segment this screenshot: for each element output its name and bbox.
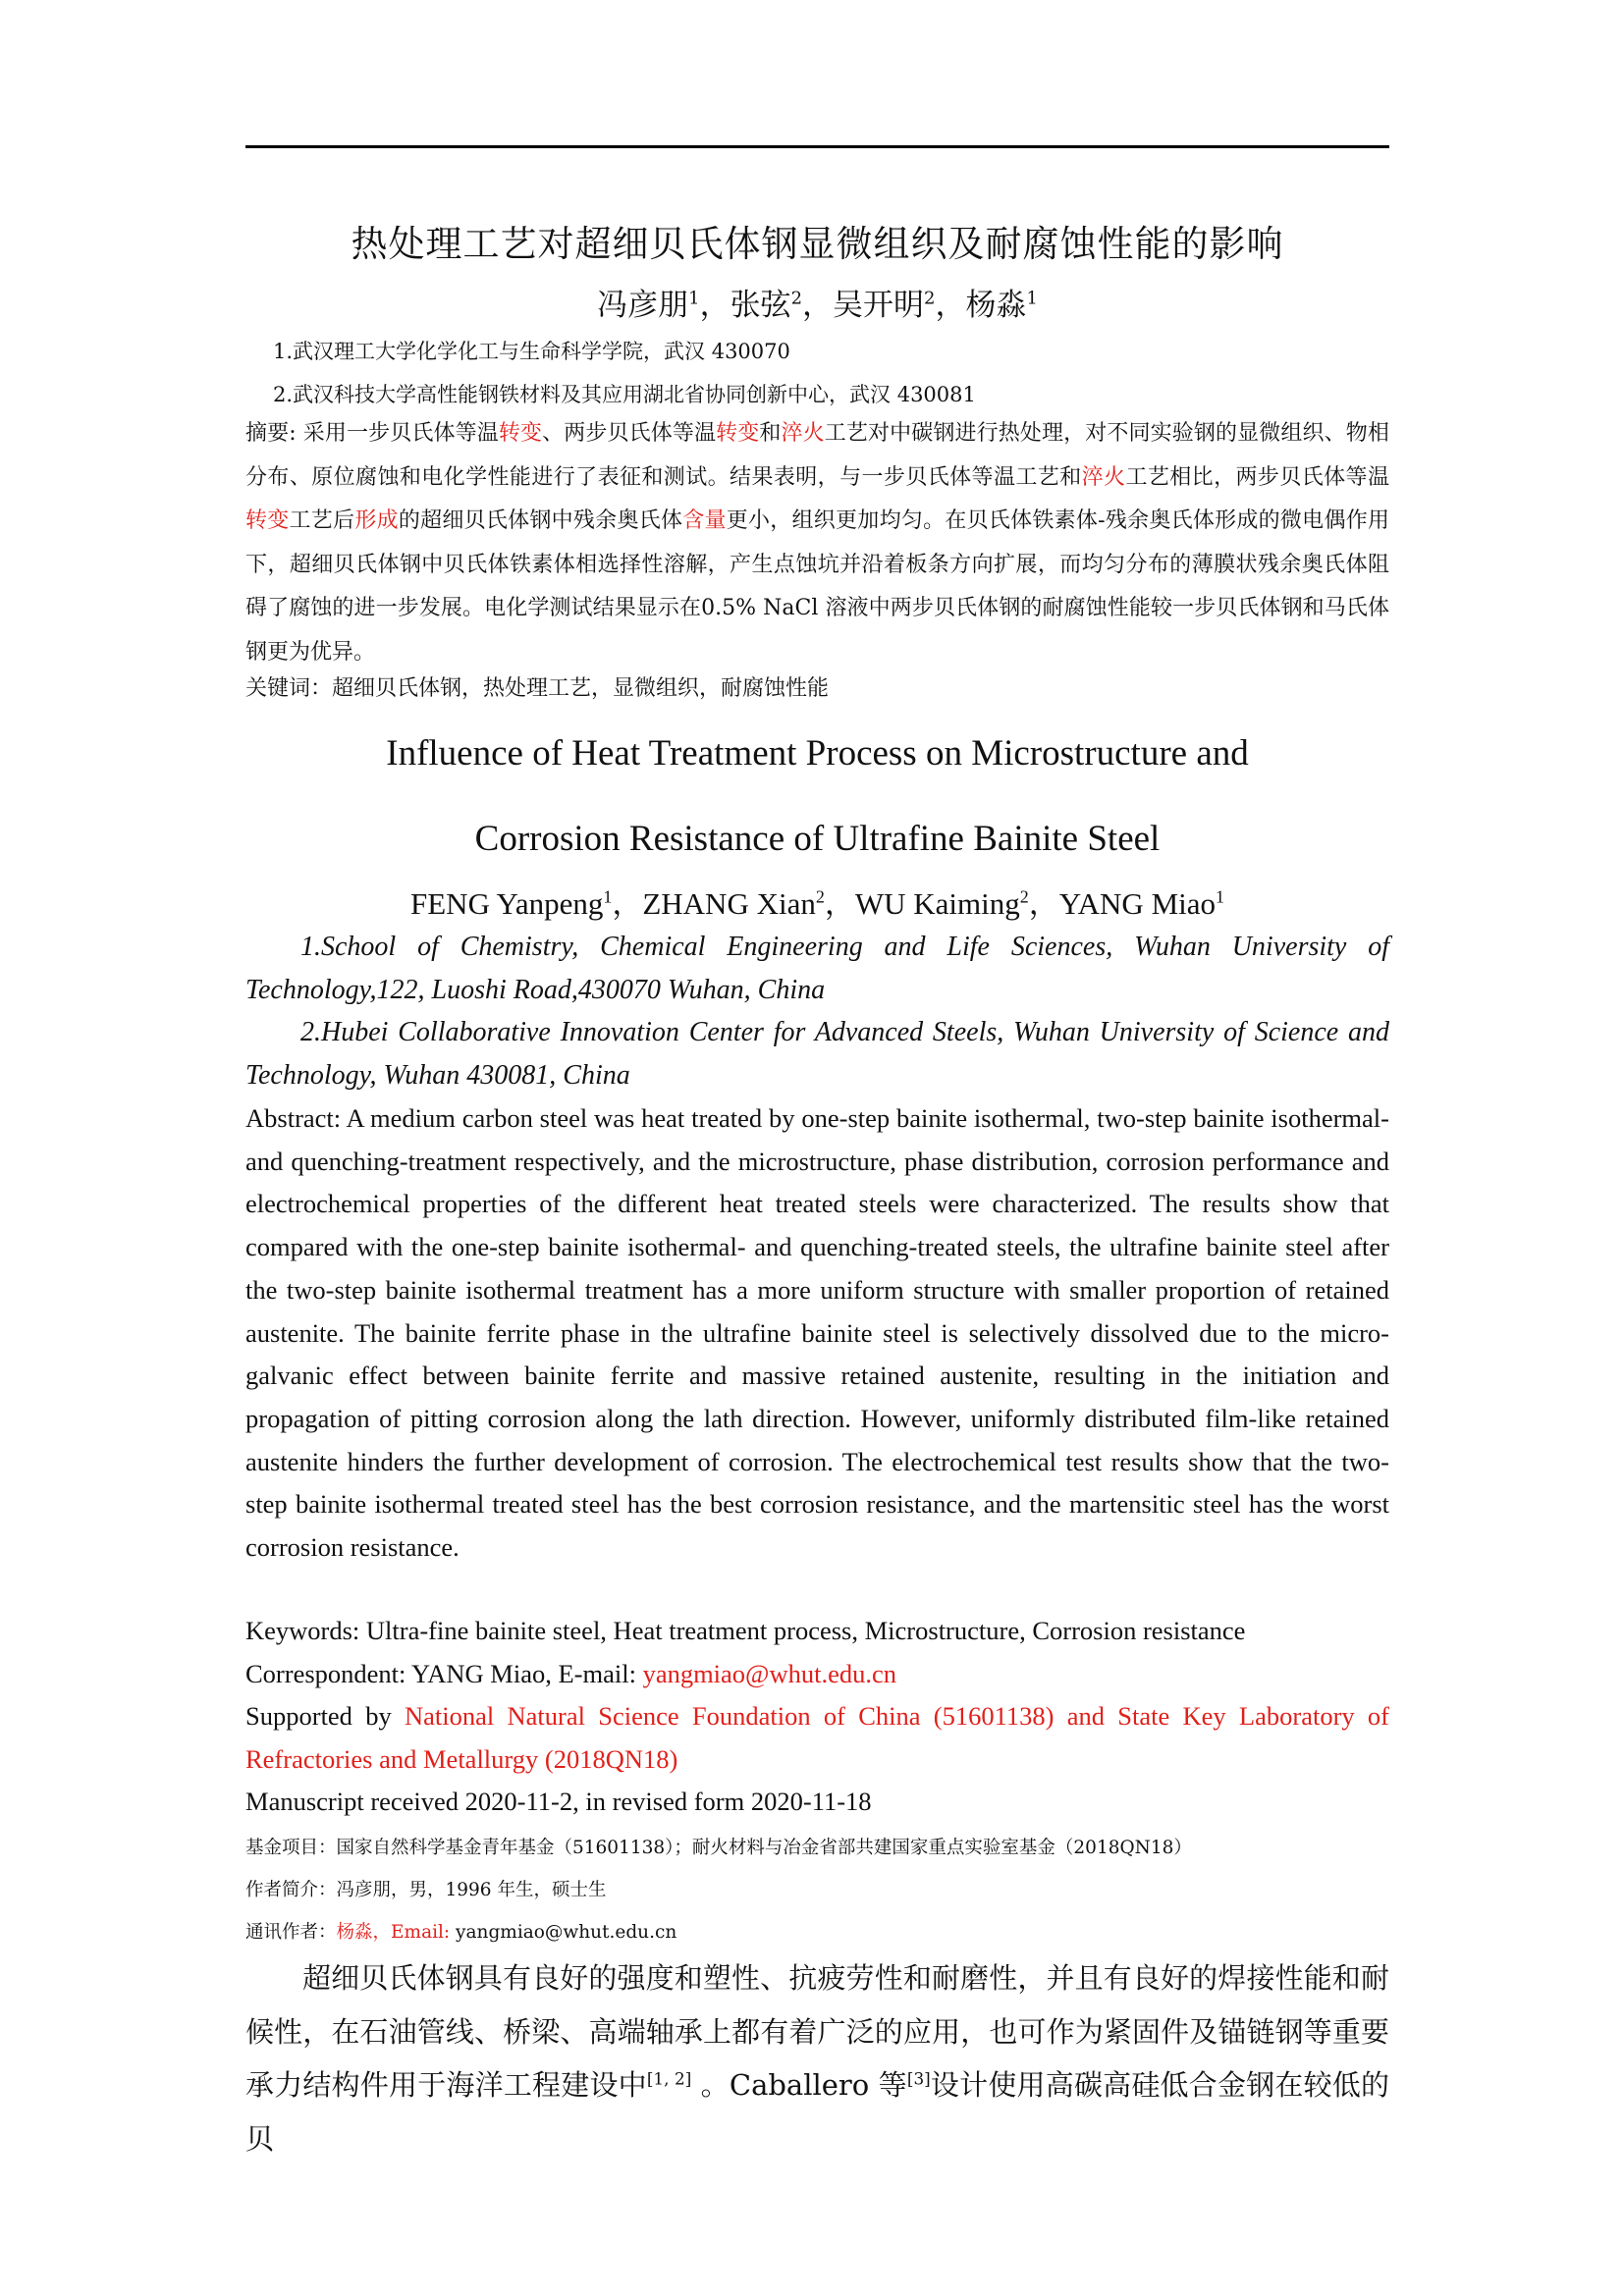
en-affiliation-2: 2.Hubei Collaborative Innovation Center for Advanced Steels, Wuhan University of Science and Technology, Wuhan 430081, China xyxy=(245,1017,1389,1091)
manuscript-dates: Manuscript received 2020-11-2, in revised form 2020-11-18 xyxy=(245,1787,872,1816)
en-author-sup: 1 xyxy=(1216,886,1224,907)
en-author: FENG Yanpeng xyxy=(410,886,604,921)
intro-text-a: 超细贝氏体钢具有良好的强度和塑性、抗疲劳性和耐磨性，并且有良好的焊接性能和耐候性，在石油管线、桥梁、高端轴承上都有着广泛的应用，也可作为紧固件及锚链钢等重要承力结构件用于海洋工程建设中 xyxy=(245,1961,1389,2102)
header-rule xyxy=(245,145,1389,148)
cn-author: 杨淼 xyxy=(965,288,1027,323)
footnote-corr-name: 杨淼，Email: xyxy=(336,1922,457,1943)
en-author: ZHANG Xian xyxy=(642,886,816,921)
supported-by xyxy=(245,1695,1389,1781)
cn-abstract-segment: 和 xyxy=(759,421,782,446)
cn-author: 吴开明 xyxy=(833,288,924,323)
cn-author-sup: 1 xyxy=(688,288,700,309)
cn-title: 热处理工艺对超细贝氏体钢显微组织及耐腐蚀性能的影响 xyxy=(351,223,1284,265)
en-author-sup: 1 xyxy=(603,886,613,907)
cn-keywords: 关键词：超细贝氏体钢，热处理工艺，显微组织，耐腐蚀性能 xyxy=(245,676,830,701)
footnote-corr-label: 通讯作者： xyxy=(245,1922,337,1943)
cn-affiliation-2: 2.武汉科技大学高性能钢铁材料及其应用湖北省协同创新中心，武汉 430081 xyxy=(273,383,976,406)
cn-abstract-highlight: 淬火 xyxy=(1081,464,1126,490)
cn-abstract-segment: 工艺对中碳钢进行热处理，对不同实验钢的显微组织、物相分布、原位腐蚀和电化学性能进行了表征和测试。结果表明，与一步贝氏体等温工艺和 xyxy=(245,421,1389,490)
cn-author: 冯彦朋 xyxy=(597,288,689,323)
cn-abstract-highlight: 转变 xyxy=(245,508,290,533)
footnote-correspondent xyxy=(245,1918,676,1944)
citation[interactable]: [3] xyxy=(906,2068,931,2089)
en-author: YANG Miao xyxy=(1058,886,1217,921)
cn-abstract xyxy=(245,412,1389,674)
en-title-line-2: Corrosion Resistance of Ultrafine Bainite Steel xyxy=(474,819,1161,859)
correspondent-email-link[interactable]: yangmiao@whut.edu.cn xyxy=(642,1659,896,1688)
cn-abstract-text xyxy=(245,421,1389,665)
en-affiliation-1: 1.School of Chemistry, Chemical Engineering and Life Sciences, Wuhan University of Technology,122, Luoshi Road,430070 Wuhan, China xyxy=(245,932,1389,1005)
cn-abstract-segment: 工艺后 xyxy=(289,508,355,533)
intro-text-b: 。Caballero 等 xyxy=(691,2068,907,2102)
correspondent xyxy=(245,1659,1389,1689)
cn-abstract-segment: 更小，组织更加均匀。在贝氏体铁素体-残余奥氏体形成的微电偶作用下，超细贝氏体钢中贝氏体铁素体相选择性溶解，产生点蚀坑并沿着板条方向扩展，而均匀分布的薄膜状残余奥氏体阻碍了腐蚀的进一步发展。电化学测试结果显示在0.5% NaCl 溶液中两步贝氏体钢的耐腐蚀性能较一步贝氏体钢和马氏体钢更为优异。 xyxy=(245,508,1389,665)
cn-author: 张弦 xyxy=(730,288,791,323)
footnote-corr-email: yangmiao@whut.edu.cn xyxy=(456,1922,677,1943)
en-abstract: Abstract: A medium carbon steel was heat treated by one-step bainite isothermal, two-step bainite isothermal- and quenching-treatment respectively, and the microstructure, phase distribution, corrosion performance and electrochemical properties of the different heat treated steels were characterized. The results show that compared with the one-step bainite isothermal- and quenching-treated steels, the ultrafine bainite steel after the two-step bainite isothermal treatment has a more uniform structure with smaller proportion of retained austenite. The bainite ferrite phase in the ultrafine bainite steel is selectively dissolved due to the micro-galvanic effect between bainite ferrite and massive retained austenite, resulting in the initiation and propagation of pitting corrosion along the lath direction. However, uniformly distributed film-like retained austenite hinders the further development of corrosion. The electrochemical test results show that the two-step bainite isothermal treated steel has the best corrosion resistance, and the martensitic steel has the worst corrosion resistance. xyxy=(245,1103,1389,1563)
cn-authors: 冯彦朋$^1$，张弦$^2$，吴开明$^2$，杨淼$^1$ xyxy=(597,288,1038,323)
citation[interactable]: [1, 2] xyxy=(646,2068,692,2089)
en-keywords: Keywords: Ultra-fine bainite steel, Heat treatment process, Microstructure, Corrosion resistance xyxy=(245,1616,1246,1645)
cn-affiliation-1: 1.武汉理工大学化学化工与生命科学学院，武汉 430070 xyxy=(273,340,790,363)
cn-author-sup: 2 xyxy=(790,288,802,309)
en-author-sup: 2 xyxy=(1019,886,1029,907)
correspondent-prefix: Correspondent: YANG Miao, E-mail: xyxy=(245,1659,643,1688)
cn-abstract-segment: 的超细贝氏体钢中残余奥氏体 xyxy=(398,508,683,533)
cn-abstract-highlight: 淬火 xyxy=(781,421,825,446)
cn-author-sup: 1 xyxy=(1026,288,1038,309)
cn-abstract-label: 摘要: xyxy=(245,421,297,446)
cn-abstract-highlight: 转变 xyxy=(498,421,543,446)
en-title-line-1: Influence of Heat Treatment Process on Microstructure and xyxy=(386,733,1249,774)
body-intro-paragraph xyxy=(245,1951,1389,2165)
intro-text-c: 设计使用高碳高硅低合金钢在较低的贝 xyxy=(245,2068,1389,2156)
cn-abstract-highlight: 形成 xyxy=(354,508,399,533)
en-author: WU Kaiming xyxy=(854,886,1020,921)
cn-author-sup: 2 xyxy=(924,288,936,309)
cn-abstract-segment: 、两步贝氏体等温 xyxy=(542,421,717,446)
footnote-author: 作者简介：冯彦朋，男，1996 年生，硕士生 xyxy=(245,1880,607,1900)
en-author-sup: 2 xyxy=(815,886,825,907)
en-authors: FENG Yanpeng$^1$，ZHANG Xian$^2$，WU Kaiming$^2$，YANG Miao$^1$ xyxy=(410,886,1224,921)
footnote-fund: 基金项目：国家自然科学基金青年基金（51601138）；耐火材料与冶金省部共建国家重点实验室基金（2018QN18） xyxy=(245,1838,1192,1858)
cn-abstract-segment: 采用一步贝氏体等温 xyxy=(296,421,499,446)
cn-abstract-segment: 工艺相比，两步贝氏体等温 xyxy=(1125,464,1389,490)
funding-text: National Natural Science Foundation of China (51601138) and State Key Laboratory of Refractories and Metallurgy (2018QN18) xyxy=(245,1701,1390,1774)
cn-abstract-highlight: 转变 xyxy=(716,421,760,446)
cn-abstract-highlight: 含量 xyxy=(682,508,727,533)
supported-prefix: Supported by xyxy=(245,1701,405,1731)
